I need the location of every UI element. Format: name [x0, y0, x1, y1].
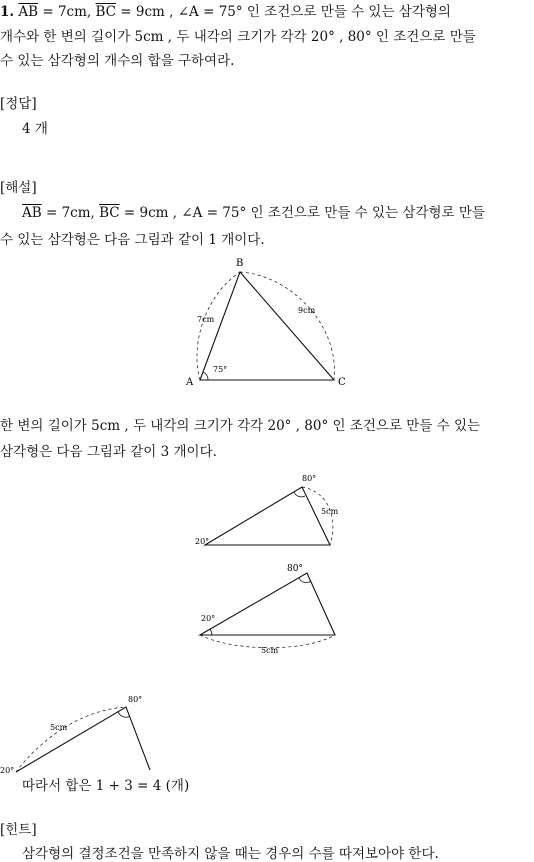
triangle-abc [200, 272, 334, 380]
label-side: 5cm [50, 723, 68, 732]
triangle-4-sides [16, 707, 150, 772]
answer-value: 4 개 [22, 121, 48, 137]
triangle-3 [200, 573, 335, 635]
label-20: 20° [195, 537, 210, 546]
figure-triangle-abc [180, 255, 355, 390]
label-side: 5cm [261, 646, 279, 655]
label-bc: 9cm [298, 306, 316, 315]
problem-line-1-rest: = 9cm , ∠A = 75° 인 조건으로 만들 수 있는 삼각형의 [116, 4, 451, 20]
solution-para-2-line-1: 한 변의 길이가 5cm , 두 내각의 크기가 각각 20° , 80° 인 조건으로 만들 수 있는 [0, 418, 481, 434]
angle-80-mark [294, 492, 305, 497]
label-20: 20° [201, 614, 216, 623]
label-80: 80° [287, 564, 303, 574]
solution-conclusion: 따라서 합은 1 + 3 = 4 (개) [22, 778, 190, 794]
segment-ab: $\overline{AB}$ [22, 205, 42, 221]
solution-line-1-rest: = 9cm , ∠A = 75° 인 조건으로 만들 수 있는 삼각형로 만들 [119, 205, 485, 221]
angle-20-mark [210, 629, 212, 635]
figure-triangle-4 [0, 690, 160, 780]
segment-ab: $\overline{AB}$ [18, 4, 39, 20]
hint-text: 삼각형의 결정조건을 만족하지 않을 때는 경우의 수를 따져보아야 한다. [22, 846, 439, 862]
triangle-2 [205, 487, 330, 545]
label-20: 20° [0, 766, 15, 775]
hint-heading: [힌트] [0, 822, 37, 838]
solution-heading: [해설] [0, 180, 37, 196]
label-a: A [186, 377, 194, 388]
answer-heading: [정답] [0, 96, 37, 112]
figure-triangle-3 [195, 560, 345, 660]
angle-a-mark [203, 372, 208, 380]
solution-para-2-line-2: 삼각형은 다음 그림과 같이 3 개이다. [0, 444, 217, 460]
label-80: 80° [128, 695, 143, 704]
segment-bc: $\overline{BC}$ [95, 4, 117, 20]
label-b: B [236, 258, 244, 269]
label-angle-a: 75° [213, 365, 228, 374]
label-80: 80° [302, 474, 317, 483]
problem-line-1 [0, 0, 451, 20]
label-ab: 7cm [197, 315, 215, 324]
problem-number: 1. [0, 4, 15, 20]
problem-line-2: 개수와 한 변의 길이가 5cm , 두 내각의 크기가 각각 20° , 80° 인 조건으로 만들 [0, 29, 476, 45]
solution-line-1 [22, 201, 485, 221]
solution-line-2: 수 있는 삼각형은 다음 그림과 같이 1 개이다. [0, 232, 265, 248]
label-side: 5cm [321, 507, 339, 516]
problem-eq-1: = 7cm, [38, 4, 96, 20]
figure-triangle-2 [190, 470, 350, 552]
segment-bc: $\overline{BC}$ [99, 205, 120, 221]
solution-eq-1: = 7cm, [41, 205, 100, 221]
label-c: C [338, 377, 346, 388]
problem-line-3: 수 있는 삼각형의 개수의 합을 구하여라. [0, 53, 235, 69]
